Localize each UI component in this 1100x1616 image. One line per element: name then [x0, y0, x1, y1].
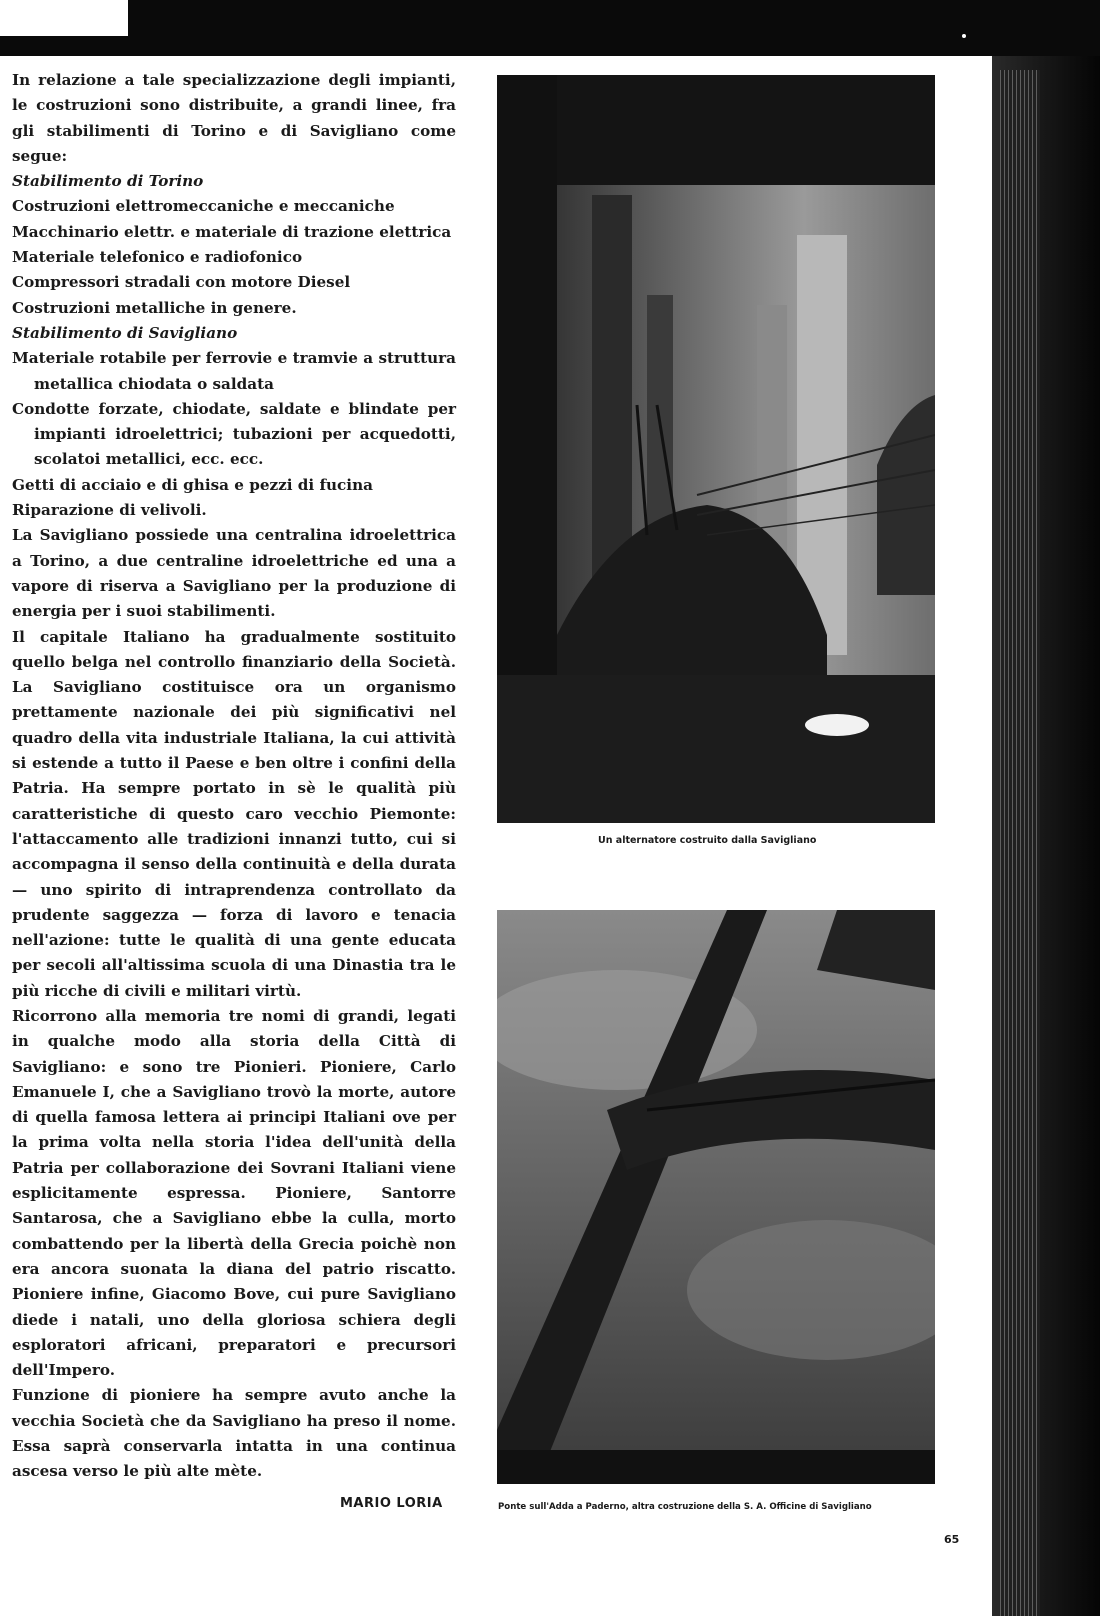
page-number: 65 — [944, 1533, 960, 1546]
top-left-notch — [0, 0, 128, 36]
list-item: Costruzioni metalliche in genere. — [12, 298, 297, 317]
list-item: Riparazione di velivoli. — [12, 501, 207, 520]
heading-torino: Stabilimento di Torino — [12, 172, 204, 191]
bridge-photo — [497, 910, 935, 1484]
photo-caption-2: Ponte sull'Adda a Paderno, altra costruzione della S. A. Officine di Savigliano — [498, 1502, 872, 1512]
heading-savigliano: Stabilimento di Savigliano — [12, 323, 238, 342]
author-signature: MARIO LORIA — [340, 1496, 443, 1511]
alternator-photo — [497, 75, 935, 823]
list-item: Materiale telefonico e radiofonico — [12, 248, 303, 267]
photo-caption-1: Un alternatore costruito dalla Savigliano — [598, 835, 817, 846]
list-item: Compressori stradali con motore Diesel — [12, 273, 351, 292]
list-item: Materiale rotabile per ferrovie e tramvie a struttura metallica chiodata o saldata — [12, 349, 456, 393]
top-mark — [962, 34, 966, 38]
top-dark-border — [0, 0, 1100, 56]
list-item: Costruzioni elettromeccaniche e meccaniche — [12, 197, 395, 216]
list-item: Macchinario elettr. e materiale di trazione elettrica — [12, 222, 452, 241]
paragraph: La Savigliano possiede una centralina idroelettrica a Torino, a due centraline idroelettriche ed una a vapore di riserva a Savigliano per la produzione di energia per i suoi stabilimenti. — [12, 526, 456, 621]
paragraph-intro: In relazione a tale specializzazione degli impianti, le costruzioni sono distribuite, a grandi linee, fra gli stabilimenti di Torino e di Savigliano come segue: — [12, 71, 456, 165]
list-item: Getti di acciaio e di ghisa e pezzi di fucina — [12, 475, 373, 494]
list-item: Condotte forzate, chiodate, saldate e blindate per impianti idroelettrici; tubazioni per acquedotti, scolatoi metallici, ecc. ecc. — [12, 399, 456, 469]
paragraph: Il capitale Italiano ha gradualmente sostituito quello belga nel controllo finanziario della Società. La Savigliano costituisce ora un organismo prettamente nazionale dei più significativi nel quadro della vita industriale Italiana, la cui attività si estende a tutto il Paese e ben oltre i confini della Patria. Ha sempre portato in sè le qualità più caratteristiche di questo caro vecchio Piemonte: l'attaccamento alle tradizioni innanzi tutto, cui si accompagna il senso della continuità e della durata — uno spirito di intraprendenza controllato da prudente saggezza — forza di lavoro e tenacia nell'azione: tutte le qualità di una gente educata per secoli all'altissima scuola di una Dinastia tra le più ricche di civili e militari virtù. — [12, 627, 456, 1000]
article-text — [12, 68, 456, 1485]
page-edges — [1000, 70, 1040, 1616]
paragraph: Funzione di pioniere ha sempre avuto anche la vecchia Società che da Savigliano ha preso il nome. Essa saprà conservarla intatta in una continua ascesa verso le più alte mète. — [12, 1386, 456, 1481]
paragraph: Ricorrono alla memoria tre nomi di grandi, legati in qualche modo alla storia della Città di Savigliano: e sono tre Pionieri. Pioniere, Carlo Emanuele I, che a Savigliano trovò la morte, autore di quella famosa lettera ai principi Italiani ove per la prima volta nella storia l'idea dell'unità della Patria per collaborazione dei Sovrani Italiani viene esplicitamente espressa. Pioniere, Santorre Santarosa, che a Savigliano ebbe la culla, morto combattendo per la libertà della Grecia poichè non era ancora suonata la diana del patrio riscatto. Pioniere infine, Giacomo Bove, cui pure Savigliano diede i natali, uno della gloriosa schiera degli esploratori africani, preparatori e precursori dell'Impero. — [12, 1006, 456, 1380]
